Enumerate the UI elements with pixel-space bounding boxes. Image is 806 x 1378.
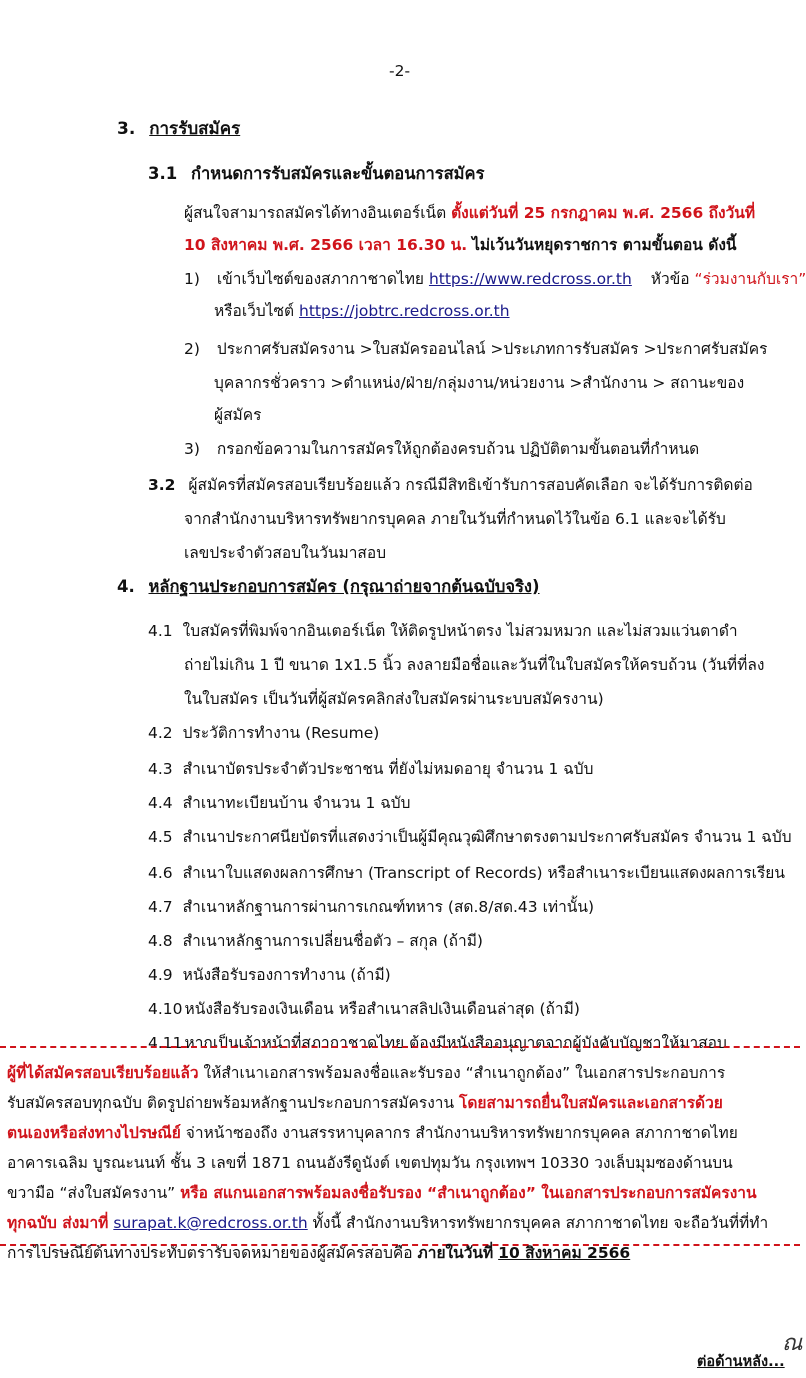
requirement-number: 4.6 bbox=[148, 864, 173, 882]
section-3-1-title: กำหนดการรับสมัครและขั้นตอนการสมัคร bbox=[190, 164, 485, 183]
step-1-topic-label: หัวข้อ bbox=[650, 270, 690, 288]
apply-start-date: ตั้งแต่วันที่ 25 กรกฎาคม พ.ศ. 2566 ถึงวันที่ bbox=[451, 204, 756, 222]
requirement-item-4-6 bbox=[148, 860, 785, 885]
requirement-number: 4.7 bbox=[148, 898, 173, 916]
step-2-number: 2) bbox=[184, 340, 200, 358]
requirement-text: สำเนาทะเบียนบ้าน จำนวน 1 ฉบับ bbox=[182, 794, 411, 812]
requirement-number: 4.10 bbox=[148, 1000, 183, 1018]
notice-text-1: ให้สำเนาเอกสารพร้อมลงชื่อและรับรอง “สำเนาถูกต้อง” ในเอกสารประกอบการ bbox=[203, 1064, 726, 1082]
section-3-2-line-1 bbox=[148, 472, 753, 497]
requirement-item-4-8 bbox=[148, 928, 483, 953]
step-1-number: 1) bbox=[184, 270, 200, 288]
step-2-line-3: ผู้สมัคร bbox=[214, 406, 262, 424]
section-4-number: 4. bbox=[117, 577, 135, 596]
section-3-2-line-2: จากสำนักงานบริหารทรัพยากรบุคคล ภายในวันที่กำหนดไว้ในข้อ 6.1 และจะได้รับ bbox=[184, 510, 726, 528]
requirement-item-4-1 bbox=[148, 618, 738, 643]
requirement-item-4-4 bbox=[148, 790, 410, 815]
section-3-2-number: 3.2 bbox=[148, 476, 176, 494]
step-3-text: กรอกข้อความในการสมัครให้ถูกต้องครบถ้วน ปฏิบัติตามขั้นตอนที่กำหนด bbox=[216, 440, 700, 458]
requirement-item-4-9 bbox=[148, 962, 391, 987]
notice-text-2: รับสมัครสอบทุกฉบับ ติดรูปถ่ายพร้อมหลักฐานประกอบการสมัครงาน bbox=[7, 1094, 455, 1112]
step-1 bbox=[184, 266, 806, 291]
requirement-item-4-5 bbox=[148, 824, 792, 849]
requirement-text: สำเนาใบแสดงผลการศึกษา (Transcript of Records) หรือสำเนาระเบียนแสดงผลการเรียน bbox=[182, 864, 785, 882]
application-notice-box bbox=[0, 1046, 800, 1262]
section-3-1-number: 3.1 bbox=[148, 164, 178, 183]
requirement-number: 4.4 bbox=[148, 794, 173, 812]
hr-email-link[interactable]: surapat.k@redcross.or.th bbox=[113, 1214, 308, 1232]
apply-period-line-1 bbox=[184, 200, 755, 225]
step-1-text: เข้าเว็บไซต์ของสภากาชาดไทย bbox=[216, 270, 425, 288]
requirement-text: หนังสือรับรองเงินเดือน หรือสำเนาสลิปเงินเดือนล่าสุด (ถ้ามี) bbox=[184, 1000, 580, 1018]
apply-note: ไม่เว้นวันหยุดราชการ ตามขั้นตอน ดังนี้ bbox=[472, 236, 737, 254]
handwritten-initial: ณ bbox=[782, 1331, 803, 1356]
requirement-item-4-3 bbox=[148, 756, 593, 781]
notice-emphasis-3: ตนเองหรือส่งทางไปรษณีย์ bbox=[7, 1124, 181, 1142]
section-3-heading bbox=[117, 115, 240, 142]
page-number: -2- bbox=[389, 62, 411, 80]
requirement-text: สำเนาประกาศนียบัตรที่แสดงว่าเป็นผู้มีคุณวุฒิศึกษาตรงตามประกาศรับสมัคร จำนวน 1 ฉบับ bbox=[182, 828, 792, 846]
requirement-item-4-7 bbox=[148, 894, 594, 919]
notice-emphasis-2: โดยสามารถยื่นใบสมัครและเอกสารด้วย bbox=[459, 1094, 723, 1112]
requirement-item-continuation: ถ่ายไม่เกิน 1 ปี ขนาด 1x1.5 นิ้ว ลงลายมือชื่อและวันที่ในใบสมัครให้ครบถ้วน (วันที่ที่ลง bbox=[184, 656, 765, 674]
requirement-item-continuation: ในใบสมัคร เป็นวันที่ผู้สมัครคลิกส่งใบสมัครผ่านระบบสมัครงาน) bbox=[184, 690, 604, 708]
notice-line-1 bbox=[7, 1060, 725, 1085]
section-3-2-text-1: ผู้สมัครที่สมัครสอบเรียบร้อยแล้ว กรณีมีสิทธิเข้ารับการสอบคัดเลือก จะได้รับการติดต่อ bbox=[188, 476, 753, 494]
notice-line-3 bbox=[7, 1120, 738, 1145]
requirement-number: 4.11 bbox=[148, 1034, 183, 1052]
jobtrc-website-link[interactable]: https://jobtrc.redcross.or.th bbox=[299, 302, 510, 320]
section-4-title: หลักฐานประกอบการสมัคร (กรุณาถ่ายจากต้นฉบับจริง) bbox=[148, 577, 540, 596]
notice-emphasis-6: ทุกฉบับ ส่งมาที่ bbox=[7, 1214, 109, 1232]
notice-line-6 bbox=[7, 1210, 768, 1235]
step-1-or-website: หรือเว็บไซต์ bbox=[214, 302, 295, 320]
requirement-number: 4.2 bbox=[148, 724, 173, 742]
section-3-number: 3. bbox=[117, 119, 136, 139]
step-2-text-1: ประกาศรับสมัครงาน >ใบสมัครออนไลน์ >ประเภทการรับสมัคร >ประกาศรับสมัคร bbox=[216, 340, 768, 358]
notice-emphasis-5: หรือ สแกนเอกสารพร้อมลงชื่อรับรอง “สำเนาถูกต้อง” ในเอกสารประกอบการสมัครงาน bbox=[180, 1184, 757, 1202]
requirement-text: สำเนาหลักฐานการเปลี่ยนชื่อตัว – สกุล (ถ้ามี) bbox=[182, 932, 483, 950]
apply-period-line-2 bbox=[184, 232, 737, 257]
requirement-number: 4.1 bbox=[148, 622, 173, 640]
requirement-item-4-2 bbox=[148, 720, 379, 745]
step-1-line-2 bbox=[214, 298, 510, 323]
section-3-title: การรับสมัคร bbox=[149, 119, 241, 139]
notice-text-5: ขวามือ “ส่งใบสมัครงาน” bbox=[7, 1184, 176, 1202]
notice-text-6: ทั้งนี้ สำนักงานบริหารทรัพยากรบุคคล สภากาชาดไทย จะถือวันที่ที่ทำ bbox=[312, 1214, 769, 1232]
requirement-text: ประวัติการทำงาน (Resume) bbox=[182, 724, 380, 742]
section-3-1-heading bbox=[148, 161, 484, 187]
requirement-number: 4.5 bbox=[148, 828, 173, 846]
notice-text-3: จ่าหน้าซองถึง งานสรรหาบุคลากร สำนักงานบริหารทรัพยากรบุคคล สภากาชาดไทย bbox=[185, 1124, 738, 1142]
notice-deadline-label: ภายในวันที่ bbox=[417, 1244, 494, 1262]
requirement-text: ใบสมัครที่พิมพ์จากอินเตอร์เน็ต ให้ติดรูปหน้าตรง ไม่สวมหมวก และไม่สวมแว่นตาดำ bbox=[182, 622, 738, 640]
notice-line-5 bbox=[7, 1180, 757, 1205]
notice-emphasis-1: ผู้ที่ได้สมัครสอบเรียบร้อยแล้ว bbox=[7, 1064, 199, 1082]
notice-text-7: การไปรษณีย์ต้นทางประทับตรารับจดหมายของผู้สมัครสอบคือ bbox=[7, 1244, 413, 1262]
requirement-text: หากเป็นเจ้าหน้าที่สภากาชาดไทย ต้องมีหนังสืออนุญาตจากผู้บังคับบัญชาให้มาสอบ bbox=[184, 1034, 727, 1052]
redcross-website-link[interactable]: https://www.redcross.or.th bbox=[428, 270, 632, 288]
step-2-line-1 bbox=[184, 336, 767, 361]
requirement-text: สำเนาหลักฐานการผ่านการเกณฑ์ทหาร (สด.8/สด.43 เท่านั้น) bbox=[182, 898, 595, 916]
continue-on-back: ต่อด้านหลัง... bbox=[697, 1354, 785, 1370]
notice-line-2 bbox=[7, 1090, 723, 1115]
section-4-heading bbox=[117, 574, 540, 600]
step-1-topic: “ร่วมงานกับเรา” bbox=[694, 270, 806, 288]
requirement-number: 4.9 bbox=[148, 966, 173, 984]
step-3 bbox=[184, 436, 699, 461]
requirement-text: สำเนาบัตรประจำตัวประชาชน ที่ยังไม่หมดอายุ จำนวน 1 ฉบับ bbox=[182, 760, 594, 778]
step-3-number: 3) bbox=[184, 440, 200, 458]
notice-line-7 bbox=[7, 1240, 630, 1265]
section-3-2-line-3: เลขประจำตัวสอบในวันมาสอบ bbox=[184, 544, 387, 562]
notice-deadline-date: 10 สิงหาคม 2566 bbox=[498, 1244, 631, 1262]
apply-end-date: 10 สิงหาคม พ.ศ. 2566 เวลา 16.30 น. bbox=[184, 236, 468, 254]
requirement-number: 4.8 bbox=[148, 932, 173, 950]
step-2-line-2: บุคลากรชั่วคราว >ตำแหน่ง/ฝ่าย/กลุ่มงาน/หน่วยงาน >สำนักงาน > สถานะของ bbox=[214, 374, 745, 392]
requirement-item-4-10 bbox=[148, 996, 580, 1021]
apply-intro-text: ผู้สนใจสามารถสมัครได้ทางอินเตอร์เน็ต bbox=[184, 204, 447, 222]
requirement-text: หนังสือรับรองการทำงาน (ถ้ามี) bbox=[182, 966, 391, 984]
requirement-number: 4.3 bbox=[148, 760, 173, 778]
notice-line-4: อาคารเฉลิม บูรณะนนท์ ชั้น 3 เลขที่ 1871 ถนนอังรีดูนังต์ เขตปทุมวัน กรุงเทพฯ 10330 วงเล็บมุมซองด้านบน bbox=[7, 1154, 733, 1172]
